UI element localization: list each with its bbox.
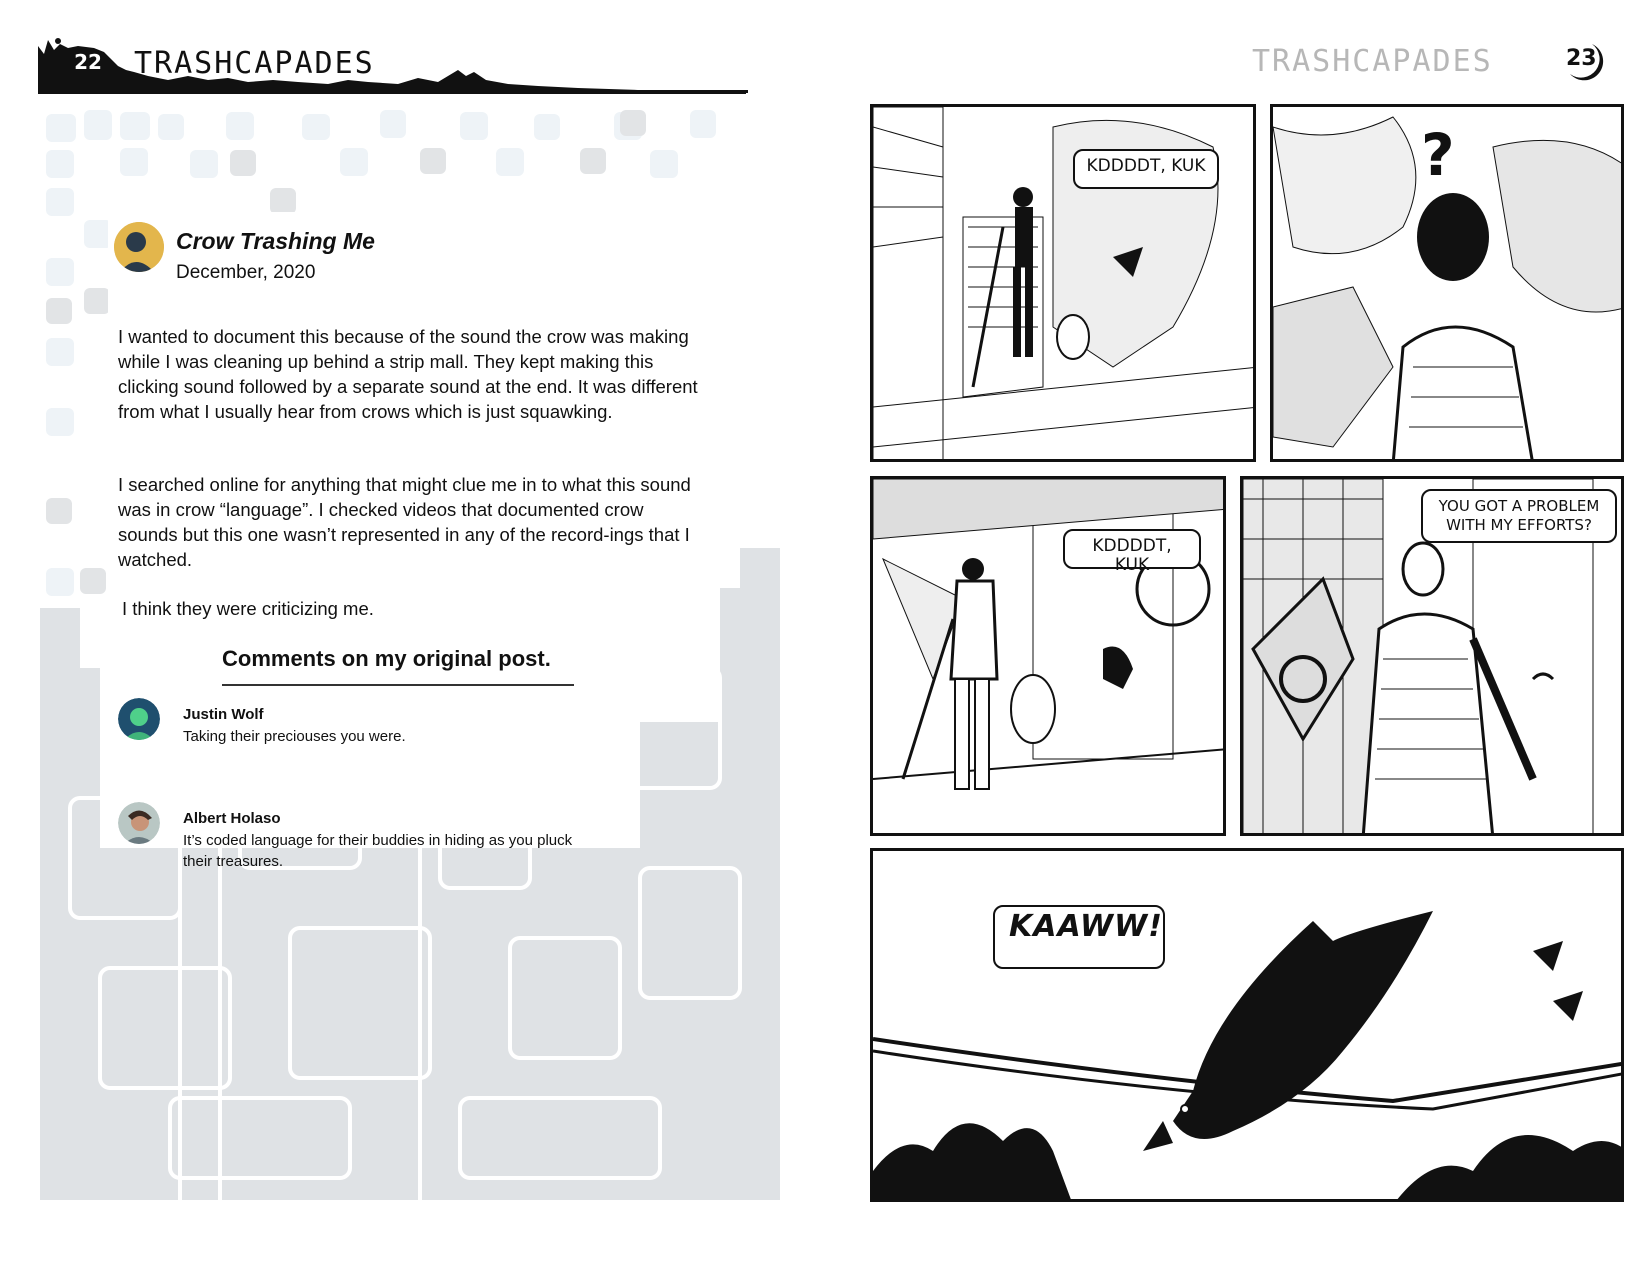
comment-avatar-albert[interactable] [118, 802, 160, 844]
comic-panel-3 [870, 476, 1226, 836]
page-number: 22 [74, 50, 102, 74]
post-paragraph-3: I think they were criticizing me. [122, 598, 374, 619]
person-icon [118, 698, 160, 740]
post-author-avatar[interactable] [114, 222, 164, 272]
person-icon [114, 222, 164, 272]
comments-divider [222, 684, 574, 686]
page-number-right: 23 [1566, 46, 1597, 71]
comic-panel-4 [1240, 476, 1624, 836]
post-title: Crow Trashing Me [176, 228, 375, 254]
running-title-right: TRASHCAPADES [1252, 44, 1493, 79]
speech-bubble: KDDDDT, KUK [1073, 149, 1219, 189]
comment-text: It’s coded language for their buddies in hiding as you pluck their treasures. [183, 832, 573, 870]
post-paragraph-1: I wanted to document this because of the sound the crow was making while I was cleaning up behind a strip mall. They kept making this clicking sound followed by a separate sound at the end. It was different from what I usually hear from crows which is just squawking. [118, 326, 698, 422]
left-page [0, 0, 800, 1275]
comments-heading: Comments on my original post. [222, 646, 551, 671]
comic-panel-2 [1270, 104, 1624, 462]
post-paragraph-2: I searched online for anything that might clue me in to what this sound was in crow “language”. I checked videos that documented crow sounds but this one wasn’t represented in any of the record-ings that I watched. [118, 474, 691, 570]
post-date: December, 2020 [176, 262, 316, 283]
comment-author-name: Justin Wolf [183, 706, 264, 723]
person-icon [118, 802, 160, 844]
running-title: TRASHCAPADES [134, 46, 375, 81]
comment-author-name: Albert Holaso [183, 810, 281, 827]
comment-text: Taking their preciouses you were. [183, 728, 406, 745]
left-page-header [38, 36, 798, 100]
comic-panel-1 [870, 104, 1256, 462]
crow-on-wire-drawing [873, 851, 1624, 1202]
speech-bubble: KAAWW! [993, 905, 1165, 969]
speech-bubble: YOU GOT A PROBLEM WITH MY EFFORTS? [1421, 489, 1617, 543]
comment-avatar-justin[interactable] [118, 698, 160, 740]
comic-panel-5 [870, 848, 1624, 1202]
speech-bubble: KDDDDT, KUK [1063, 529, 1201, 569]
question-mark-icon: ? [1421, 121, 1455, 189]
